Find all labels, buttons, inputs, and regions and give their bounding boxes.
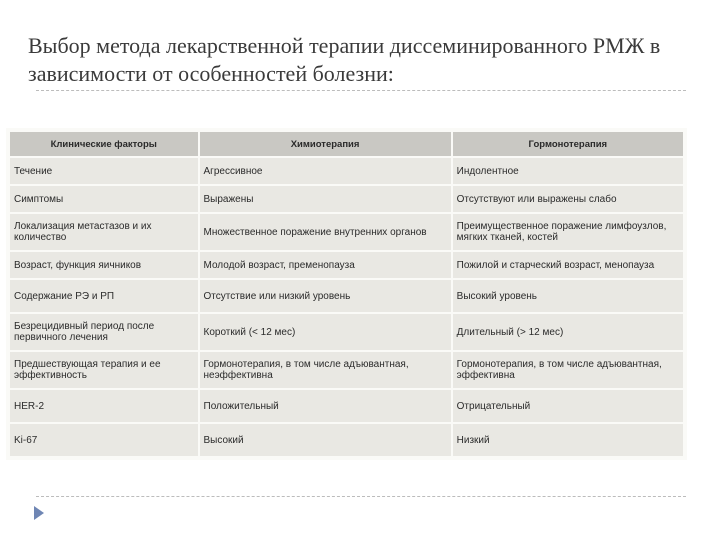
chemotherapy-cell: Множественное поражение внутренних органов [200,214,451,250]
bottom-divider [36,496,686,497]
chemotherapy-cell: Положительный [200,390,451,422]
hormone-therapy-cell: Длительный (> 12 мес) [453,314,683,350]
factor-cell: Безрецидивный период после первичного лечения [10,314,198,350]
hormone-therapy-cell: Гормонотерапия, в том числе адъювантная, эффективна [453,352,683,388]
arrow-bullet-icon [34,506,44,520]
top-divider [36,90,686,91]
hormone-therapy-cell: Пожилой и старческий возраст, менопауза [453,252,683,278]
hormone-therapy-cell: Отрицательный [453,390,683,422]
hormone-therapy-cell: Высокий уровень [453,280,683,312]
header-clinical-factors: Клинические факторы [10,132,198,156]
factor-cell: Предшествующая терапия и ее эффективность [10,352,198,388]
hormone-therapy-cell: Индолентное [453,158,683,184]
chemotherapy-cell: Молодой возраст, пременопауза [200,252,451,278]
table-row [10,158,683,184]
hormone-therapy-cell: Отсутствуют или выражены слабо [453,186,683,212]
table-row [10,352,683,388]
header-hormone-therapy: Гормонотерапия [453,132,683,156]
factor-cell: Содержание РЭ и РП [10,280,198,312]
table-header-row [10,132,683,156]
table-row [10,252,683,278]
chemotherapy-cell: Гормонотерапия, в том числе адъювантная, неэффективна [200,352,451,388]
therapy-table-container [6,128,687,460]
chemotherapy-cell: Выражены [200,186,451,212]
header-chemotherapy: Химиотерапия [200,132,451,156]
therapy-selection-table [8,130,685,458]
chemotherapy-cell: Короткий (< 12 мес) [200,314,451,350]
factor-cell: HER-2 [10,390,198,422]
factor-cell: Возраст, функция яичников [10,252,198,278]
table-row [10,314,683,350]
factor-cell: Ki-67 [10,424,198,456]
chemotherapy-cell: Высокий [200,424,451,456]
factor-cell: Течение [10,158,198,184]
slide-title: Выбор метода лекарственной терапии диссеминированного РМЖ в зависимости от особенностей болезни: [28,33,661,86]
table-row [10,280,683,312]
factor-cell: Симптомы [10,186,198,212]
table-row [10,390,683,422]
chemotherapy-cell: Отсутствие или низкий уровень [200,280,451,312]
hormone-therapy-cell: Низкий [453,424,683,456]
table-row [10,186,683,212]
table-row [10,214,683,250]
hormone-therapy-cell: Преимущественное поражение лимфоузлов, мягких тканей, костей [453,214,683,250]
chemotherapy-cell: Агрессивное [200,158,451,184]
table-row [10,424,683,456]
factor-cell: Локализация метастазов и их количество [10,214,198,250]
